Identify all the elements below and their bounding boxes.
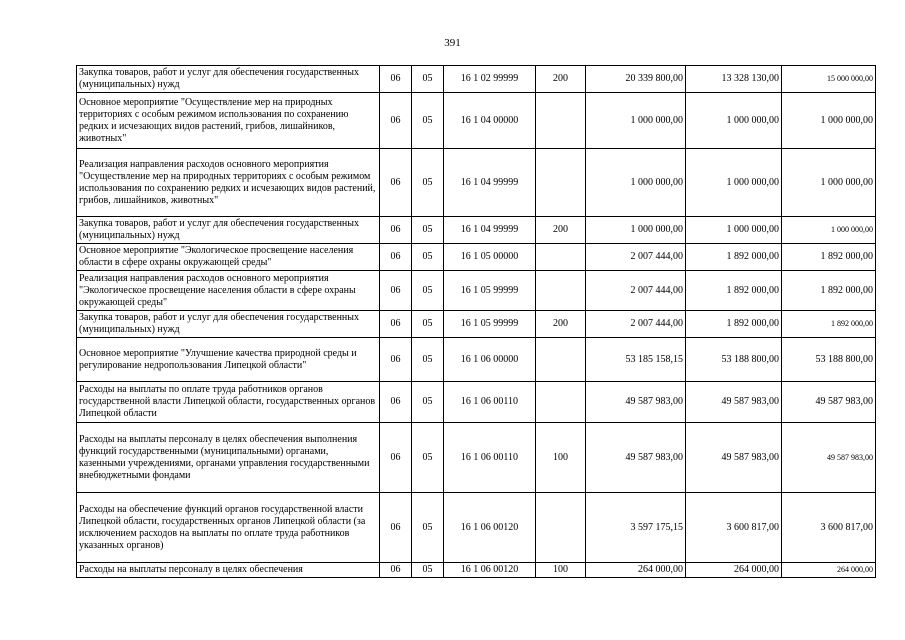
amount-year1-cell: 3 597 175,15 [586, 493, 686, 563]
target-article-cell: 16 1 06 00120 [444, 493, 536, 563]
table-row [77, 217, 876, 244]
expense-type-cell: 100 [536, 563, 586, 578]
expense-type-cell [536, 493, 586, 563]
amount-year3-cell: 1 000 000,00 [782, 217, 876, 244]
amount-year1-cell: 2 007 444,00 [586, 311, 686, 338]
subsection-code-cell: 05 [412, 493, 444, 563]
target-article-cell: 16 1 06 00110 [444, 382, 536, 423]
amount-year1-cell: 1 000 000,00 [586, 149, 686, 217]
table-row [77, 271, 876, 311]
amount-year2-cell: 1 000 000,00 [686, 149, 782, 217]
target-article-cell: 16 1 05 00000 [444, 244, 536, 271]
expense-type-cell [536, 338, 586, 382]
table-body [77, 66, 876, 578]
expense-type-cell: 200 [536, 311, 586, 338]
section-code-cell: 06 [380, 493, 412, 563]
row-name-cell: Расходы на выплаты по оплате труда работников органов государственной власти Липецкой области, государственных органов Липецкой области [77, 382, 380, 423]
row-name-cell: Расходы на выплаты персоналу в целях обеспечения [77, 563, 380, 578]
row-name-cell: Реализация направления расходов основного мероприятия "Экологическое просвещение населения области в сфере охраны окружающей среды" [77, 271, 380, 311]
amount-year2-cell: 49 587 983,00 [686, 423, 782, 493]
row-name-cell: Реализация направления расходов основного мероприятия "Осуществление мер на природных территориях с особым режимом использования по сохранению редких и исчезающих видов растений, грибов, лишайников, животных" [77, 149, 380, 217]
subsection-code-cell: 05 [412, 149, 444, 217]
row-name-cell: Закупка товаров, работ и услуг для обеспечения государственных (муниципальных) нужд [77, 217, 380, 244]
target-article-cell: 16 1 05 99999 [444, 311, 536, 338]
expense-type-cell [536, 271, 586, 311]
amount-year3-cell: 53 188 800,00 [782, 338, 876, 382]
amount-year2-cell: 53 188 800,00 [686, 338, 782, 382]
table-row [77, 244, 876, 271]
page-number: 391 [444, 37, 461, 49]
row-name-cell: Расходы на обеспечение функций органов государственной власти Липецкой области, государственных органов Липецкой области (за исключением расходов на выплаты по оплате труда работников указанных органов) [77, 493, 380, 563]
section-code-cell: 06 [380, 563, 412, 578]
section-code-cell: 06 [380, 66, 412, 93]
expense-type-cell: 200 [536, 66, 586, 93]
subsection-code-cell: 05 [412, 244, 444, 271]
table-row [77, 493, 876, 563]
section-code-cell: 06 [380, 149, 412, 217]
amount-year2-cell: 1 892 000,00 [686, 244, 782, 271]
amount-year1-cell: 2 007 444,00 [586, 244, 686, 271]
target-article-cell: 16 1 02 99999 [444, 66, 536, 93]
section-code-cell: 06 [380, 271, 412, 311]
amount-year3-cell: 49 587 983,00 [782, 382, 876, 423]
amount-year1-cell: 53 185 158,15 [586, 338, 686, 382]
target-article-cell: 16 1 04 99999 [444, 149, 536, 217]
amount-year2-cell: 13 328 130,00 [686, 66, 782, 93]
amount-year3-cell: 1 892 000,00 [782, 244, 876, 271]
target-article-cell: 16 1 06 00000 [444, 338, 536, 382]
amount-year2-cell: 1 000 000,00 [686, 217, 782, 244]
subsection-code-cell: 05 [412, 93, 444, 149]
amount-year1-cell: 49 587 983,00 [586, 423, 686, 493]
row-name-cell: Закупка товаров, работ и услуг для обеспечения государственных (муниципальных) нужд [77, 311, 380, 338]
table-row [77, 311, 876, 338]
section-code-cell: 06 [380, 93, 412, 149]
table-row [77, 382, 876, 423]
target-article-cell: 16 1 04 00000 [444, 93, 536, 149]
subsection-code-cell: 05 [412, 66, 444, 93]
expense-type-cell: 100 [536, 423, 586, 493]
target-article-cell: 16 1 06 00120 [444, 563, 536, 578]
section-code-cell: 06 [380, 382, 412, 423]
subsection-code-cell: 05 [412, 271, 444, 311]
row-name-cell: Основное мероприятие "Улучшение качества природной среды и регулирование недропользования Липецкой области" [77, 338, 380, 382]
amount-year2-cell: 264 000,00 [686, 563, 782, 578]
amount-year3-cell: 3 600 817,00 [782, 493, 876, 563]
amount-year2-cell: 49 587 983,00 [686, 382, 782, 423]
table-row [77, 149, 876, 217]
amount-year1-cell: 1 000 000,00 [586, 217, 686, 244]
amount-year3-cell: 264 000,00 [782, 563, 876, 578]
section-code-cell: 06 [380, 217, 412, 244]
subsection-code-cell: 05 [412, 382, 444, 423]
expense-type-cell [536, 244, 586, 271]
amount-year3-cell: 1 000 000,00 [782, 149, 876, 217]
section-code-cell: 06 [380, 311, 412, 338]
amount-year3-cell: 49 587 983,00 [782, 423, 876, 493]
amount-year1-cell: 264 000,00 [586, 563, 686, 578]
section-code-cell: 06 [380, 423, 412, 493]
amount-year3-cell: 1 892 000,00 [782, 311, 876, 338]
row-name-cell: Основное мероприятие "Осуществление мер на природных территориях с особым режимом использования по сохранению редких и исчезающих видов растений, грибов, лишайников, животных" [77, 93, 380, 149]
target-article-cell: 16 1 06 00110 [444, 423, 536, 493]
section-code-cell: 06 [380, 338, 412, 382]
amount-year2-cell: 1 000 000,00 [686, 93, 782, 149]
section-code-cell: 06 [380, 244, 412, 271]
amount-year3-cell: 15 000 000,00 [782, 66, 876, 93]
expense-type-cell: 200 [536, 217, 586, 244]
amount-year2-cell: 1 892 000,00 [686, 311, 782, 338]
subsection-code-cell: 05 [412, 563, 444, 578]
row-name-cell: Основное мероприятие "Экологическое просвещение населения области в сфере охраны окружающей среды" [77, 244, 380, 271]
subsection-code-cell: 05 [412, 311, 444, 338]
table-row [77, 93, 876, 149]
amount-year1-cell: 20 339 800,00 [586, 66, 686, 93]
row-name-cell: Расходы на выплаты персоналу в целях обеспечения выполнения функций государственными (муниципальными) органами, казенными учреждениями, органами управления государственными внебюджетными фондами [77, 423, 380, 493]
amount-year1-cell: 1 000 000,00 [586, 93, 686, 149]
amount-year2-cell: 3 600 817,00 [686, 493, 782, 563]
subsection-code-cell: 05 [412, 338, 444, 382]
table-row [77, 338, 876, 382]
budget-table [76, 65, 876, 578]
amount-year1-cell: 49 587 983,00 [586, 382, 686, 423]
subsection-code-cell: 05 [412, 217, 444, 244]
table-row [77, 423, 876, 493]
expense-type-cell [536, 382, 586, 423]
amount-year1-cell: 2 007 444,00 [586, 271, 686, 311]
subsection-code-cell: 05 [412, 423, 444, 493]
amount-year2-cell: 1 892 000,00 [686, 271, 782, 311]
amount-year3-cell: 1 892 000,00 [782, 271, 876, 311]
row-name-cell: Закупка товаров, работ и услуг для обеспечения государственных (муниципальных) нужд [77, 66, 380, 93]
table-row [77, 66, 876, 93]
target-article-cell: 16 1 05 99999 [444, 271, 536, 311]
expense-type-cell [536, 149, 586, 217]
target-article-cell: 16 1 04 99999 [444, 217, 536, 244]
expense-type-cell [536, 93, 586, 149]
amount-year3-cell: 1 000 000,00 [782, 93, 876, 149]
table-row [77, 563, 876, 578]
